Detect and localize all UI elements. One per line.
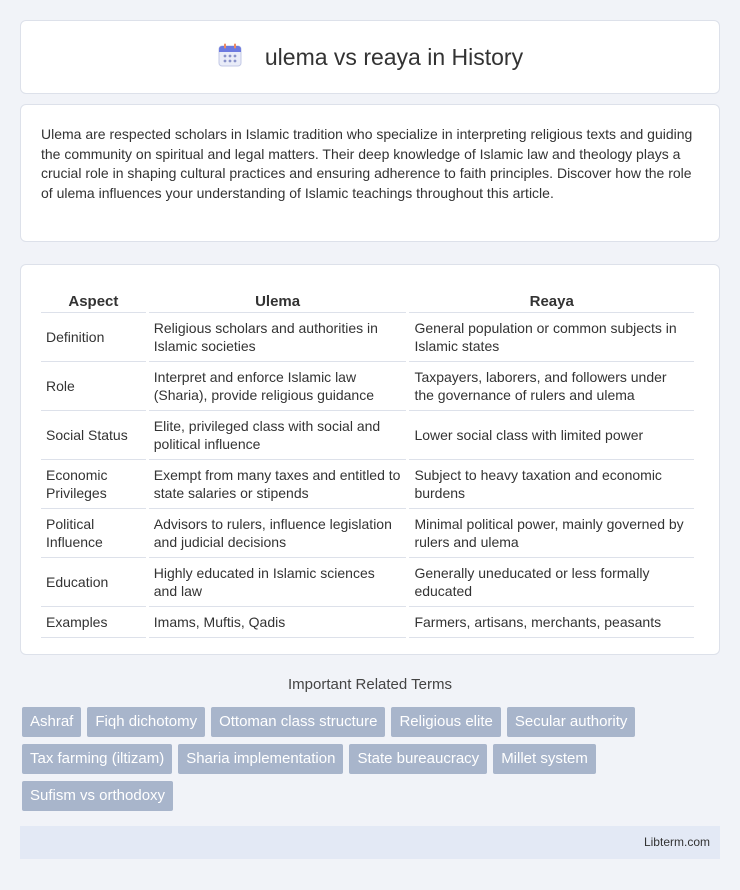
- intro-card: [20, 104, 720, 242]
- row-reaya: Subject to heavy taxation and economic burdens: [409, 460, 694, 509]
- row-reaya: Lower social class with limited power: [409, 411, 694, 460]
- table-row: [41, 362, 694, 411]
- row-aspect: Examples: [41, 607, 146, 638]
- header-ulema: Ulema: [149, 285, 407, 313]
- row-reaya: General population or common subjects in Islamic states: [409, 313, 694, 362]
- row-reaya: Minimal political power, mainly governed by rulers and ulema: [409, 509, 694, 558]
- related-terms-title: Important Related Terms: [288, 676, 452, 693]
- footer: [20, 826, 720, 859]
- row-ulema: Highly educated in Islamic sciences and law: [149, 558, 407, 607]
- row-aspect: Political Influence: [41, 509, 146, 558]
- row-aspect: Role: [41, 362, 146, 411]
- row-aspect: Economic Privileges: [41, 460, 146, 509]
- table-row: [41, 558, 694, 607]
- row-ulema: Elite, privileged class with social and political influence: [149, 411, 407, 460]
- related-tag-secular-authority[interactable]: Secular authority: [507, 707, 636, 737]
- related-tag-ashraf[interactable]: Ashraf: [22, 707, 81, 737]
- related-tag-religious-elite[interactable]: Religious elite: [391, 707, 500, 737]
- page-title: ulema vs reaya in History: [264, 43, 524, 70]
- row-aspect: Social Status: [41, 411, 146, 460]
- related-tag-sharia-implementation[interactable]: Sharia implementation: [178, 744, 343, 774]
- header-aspect: Aspect: [41, 285, 146, 313]
- table-row: [41, 460, 694, 509]
- related-tag-state-bureaucracy[interactable]: State bureaucracy: [349, 744, 487, 774]
- footer-site-link[interactable]: Libterm.com: [643, 835, 710, 849]
- row-reaya: Farmers, artisans, merchants, peasants: [409, 607, 694, 638]
- table-header-row: [41, 285, 694, 313]
- row-aspect: Education: [41, 558, 146, 607]
- calendar-icon: [217, 42, 243, 73]
- table-row: [41, 313, 694, 362]
- row-ulema: Religious scholars and authorities in Islamic societies: [149, 313, 407, 362]
- row-reaya: Generally uneducated or less formally educated: [409, 558, 694, 607]
- table-row: [41, 509, 694, 558]
- related-tag-ottoman-class-structure[interactable]: Ottoman class structure: [211, 707, 385, 737]
- row-reaya: Taxpayers, laborers, and followers under the governance of rulers and ulema: [409, 362, 694, 411]
- row-ulema: Imams, Muftis, Qadis: [149, 607, 407, 638]
- row-ulema: Advisors to rulers, influence legislation and judicial decisions: [149, 509, 407, 558]
- related-tag-sufism-vs-orthodoxy[interactable]: Sufism vs orthodoxy: [22, 781, 173, 811]
- table-row: [41, 411, 694, 460]
- related-terms-list: [22, 707, 702, 811]
- intro-paragraph: Ulema are respected scholars in Islamic tradition who specialize in interpreting religious texts and guiding the community on spiritual and legal matters. Their deep knowledge of Islamic law and theology plays a crucial role in shaping cultural practices and ensuring adherence to faith principles. Discover how the role of ulema influences your understanding of Islamic teachings throughout this article.: [41, 126, 693, 201]
- row-ulema: Exempt from many taxes and entitled to state salaries or stipends: [149, 460, 407, 509]
- table-row: [41, 607, 694, 638]
- comparison-card: [20, 264, 720, 655]
- comparison-table: [38, 285, 697, 638]
- header-reaya: Reaya: [409, 285, 694, 313]
- row-aspect: Definition: [41, 313, 146, 362]
- related-tag-tax-farming[interactable]: Tax farming (iltizam): [22, 744, 172, 774]
- related-tag-millet-system[interactable]: Millet system: [493, 744, 596, 774]
- header-card: [20, 20, 720, 94]
- related-tag-fiqh-dichotomy[interactable]: Fiqh dichotomy: [87, 707, 205, 737]
- row-ulema: Interpret and enforce Islamic law (Sharia), provide religious guidance: [149, 362, 407, 411]
